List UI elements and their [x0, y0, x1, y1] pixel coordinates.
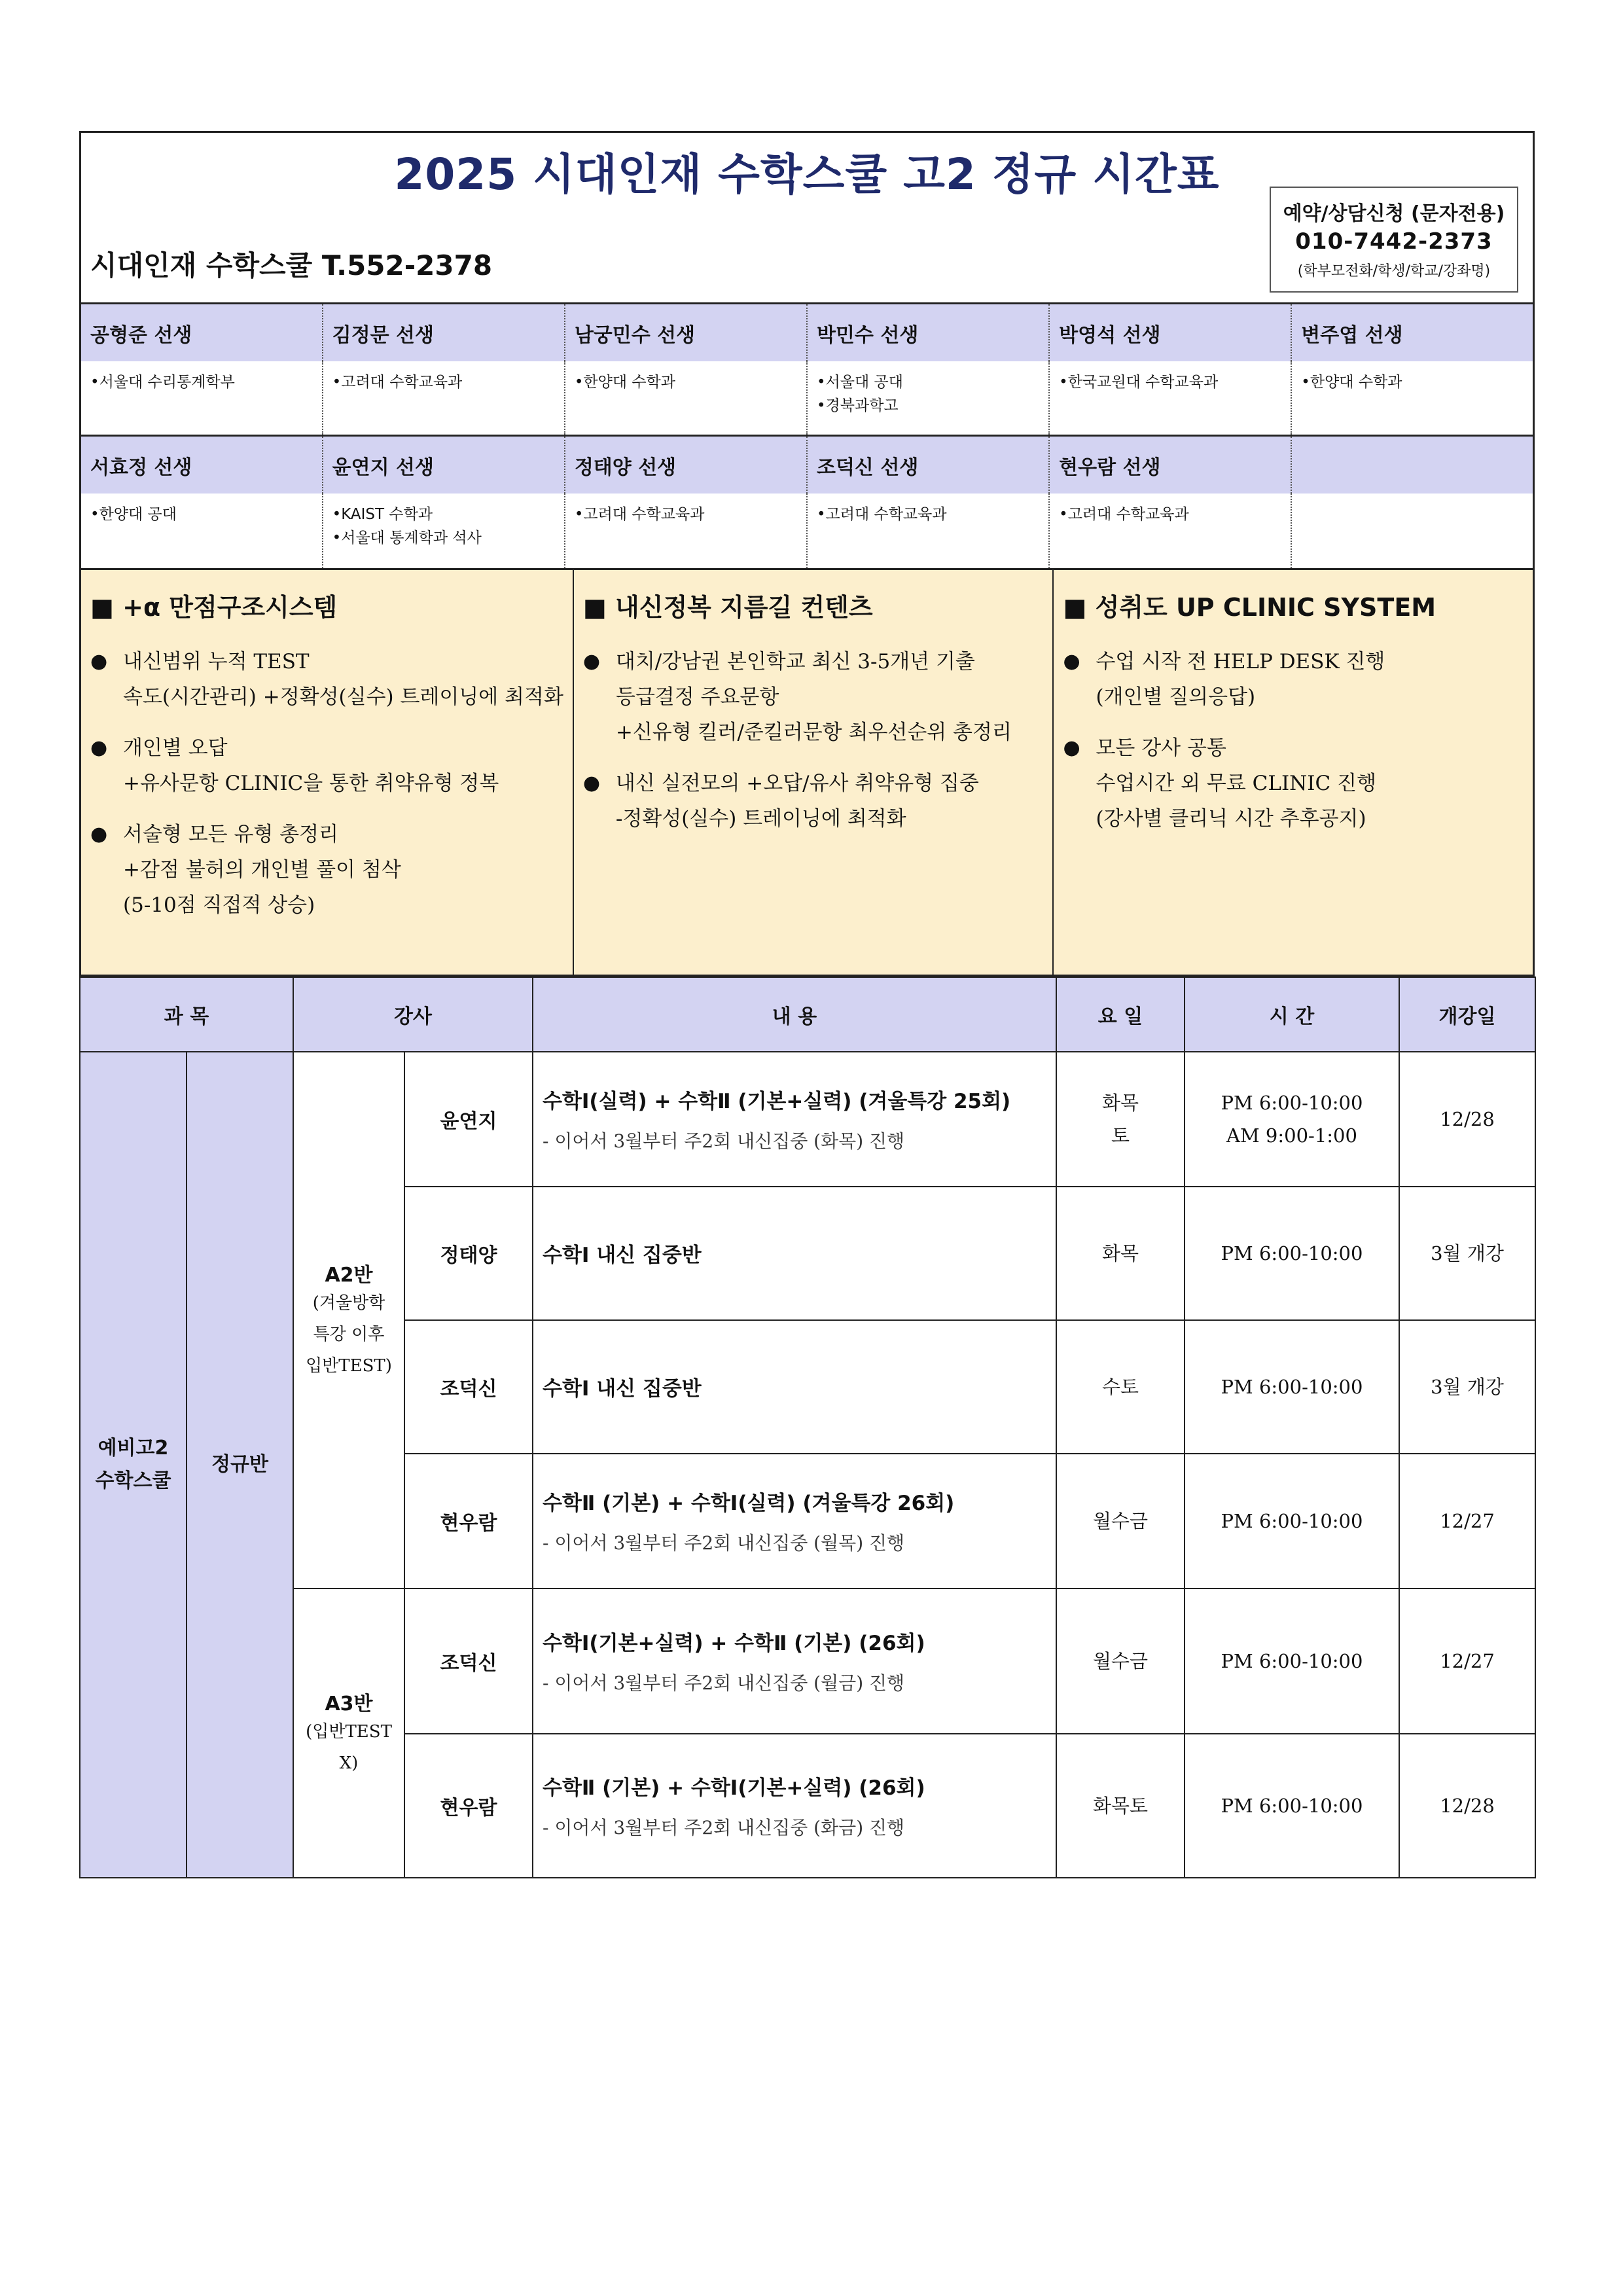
teacher-info	[323, 361, 565, 436]
feature-column	[81, 570, 573, 975]
content-main: 수학Ⅰ(기본+실력) + 수학Ⅱ (기본) (26회)	[543, 1632, 925, 1655]
content-main: 수학Ⅰ 내신 집중반	[543, 1244, 702, 1267]
teacher-info	[807, 493, 1049, 568]
day-line: 수토	[1101, 1375, 1139, 1398]
row-start-date: 12/28	[1399, 1052, 1535, 1187]
schedule-row	[80, 1588, 1535, 1734]
feature-item	[90, 730, 563, 801]
teacher-name: 정태양 선생	[565, 436, 807, 493]
feature-title: ■ 성취도 UP CLINIC SYSTEM	[1063, 592, 1436, 622]
content-main: 수학Ⅱ (기본) + 수학Ⅰ(실력) (겨울특강 26회)	[543, 1492, 955, 1515]
feature-item	[90, 644, 563, 715]
row-teacher: 현우람	[404, 1454, 533, 1588]
class-cell	[293, 1052, 404, 1588]
teacher-credential: •서울대 통계학과 석사	[332, 529, 482, 547]
class-note: 입반TEST)	[306, 1355, 392, 1376]
time-line: PM 6:00-10:00	[1221, 1091, 1363, 1114]
row-content	[533, 1588, 1056, 1734]
feature-item	[583, 766, 1044, 836]
contact-box	[1270, 187, 1518, 293]
teacher-credential: •한양대 수학과	[574, 373, 675, 391]
row-time	[1185, 1734, 1399, 1878]
content-sub: - 이어서 3월부터 주2회 내신집중 (월금) 진행	[543, 1672, 905, 1694]
teacher-credential: •서울대 수리통계학부	[90, 373, 235, 391]
feature-line: 수업시간 외 무료 CLINIC 진행	[1096, 771, 1377, 795]
class-name: A2반	[325, 1263, 373, 1287]
feature-line: 내신범위 누적 TEST	[123, 649, 310, 673]
row-content	[533, 1320, 1056, 1454]
teacher-credential: •한국교원대 수학교육과	[1059, 373, 1219, 391]
row-time	[1185, 1052, 1399, 1187]
class-note: (겨울방학	[312, 1293, 385, 1313]
feature-title: ■ +α 만점구조시스템	[90, 592, 338, 622]
feature-line: 내신 실전모의 +오답/유사 취약유형 집중	[615, 771, 979, 795]
feature-line: (5-10점 직접적 상승)	[123, 893, 315, 917]
row-content	[533, 1187, 1056, 1320]
school-phone: 시대인재 수학스쿨 T.552-2378	[90, 249, 493, 281]
page-title: 2025 시대인재 수학스쿨 고2 정규 시간표	[394, 149, 1220, 200]
header-subject: 과 목	[80, 977, 293, 1052]
teacher-info	[565, 493, 807, 568]
feature-text	[616, 766, 979, 836]
row-teacher: 현우람	[404, 1734, 533, 1878]
teacher-name	[1291, 436, 1533, 493]
teacher-info	[323, 493, 565, 568]
feature-item	[90, 817, 563, 923]
row-start-date: 12/27	[1399, 1588, 1535, 1734]
class-cell	[293, 1588, 404, 1878]
teacher-info	[565, 361, 807, 436]
teacher-name: 서효정 선생	[80, 436, 323, 493]
time-line: PM 6:00-10:00	[1221, 1509, 1363, 1532]
timetable-page	[79, 131, 1535, 1878]
schedule-table	[79, 977, 1536, 1878]
class-note: (입반TEST X)	[306, 1721, 392, 1773]
row-time	[1185, 1320, 1399, 1454]
content-main: 수학Ⅱ (기본) + 수학Ⅰ(기본+실력) (26회)	[543, 1776, 925, 1800]
header-day: 요 일	[1056, 977, 1185, 1052]
feature-line: +감점 불허의 개인별 풀이 첨삭	[123, 857, 401, 882]
teacher-table	[79, 302, 1535, 568]
feature-text	[123, 817, 401, 923]
row-day	[1056, 1320, 1185, 1454]
row-content	[533, 1052, 1056, 1187]
course-type: 정규반	[187, 1052, 293, 1878]
header	[79, 131, 1535, 302]
feature-line: +유사문항 CLINIC을 통한 취약유형 정복	[123, 771, 499, 795]
class-name: A3반	[325, 1692, 373, 1715]
feature-line: 등급결정 주요문항	[615, 685, 779, 709]
feature-line: 모든 강사 공통	[1096, 736, 1226, 760]
row-time	[1185, 1187, 1399, 1320]
row-start-date: 3월 개강	[1399, 1320, 1535, 1454]
teacher-credential: •고려대 수학교육과	[816, 505, 947, 523]
row-time	[1185, 1454, 1399, 1588]
time-line: PM 6:00-10:00	[1221, 1375, 1363, 1398]
row-day	[1056, 1588, 1185, 1734]
teacher-credential: •고려대 수학교육과	[332, 373, 463, 391]
teacher-name: 조덕신 선생	[807, 436, 1049, 493]
contact-note: (학부모전화/학생/학교/강좌명)	[1297, 263, 1491, 279]
row-day	[1056, 1187, 1185, 1320]
row-time	[1185, 1588, 1399, 1734]
header-start: 개강일	[1399, 977, 1535, 1052]
time-line: PM 6:00-10:00	[1221, 1242, 1363, 1265]
row-teacher: 조덕신	[404, 1320, 533, 1454]
teacher-info	[807, 361, 1049, 436]
row-teacher: 정태양	[404, 1187, 533, 1320]
feature-item	[583, 644, 1044, 750]
teacher-info	[1049, 361, 1291, 436]
row-start-date: 12/28	[1399, 1734, 1535, 1878]
teacher-name: 박영석 선생	[1049, 304, 1291, 361]
day-line: 월수금	[1092, 1649, 1149, 1672]
day-line: 화목	[1101, 1091, 1139, 1114]
teacher-credential: •경북과학고	[816, 397, 899, 414]
teacher-credential: •서울대 공대	[816, 373, 903, 391]
teacher-info	[80, 361, 323, 436]
feature-text	[1096, 644, 1385, 715]
feature-line: 서술형 모든 유형 총정리	[123, 822, 339, 846]
feature-line: 개인별 오답	[123, 736, 228, 760]
teacher-info	[1291, 361, 1533, 436]
header-teacher: 강사	[293, 977, 533, 1052]
time-line: AM 9:00-1:00	[1226, 1124, 1357, 1147]
feature-column	[1052, 570, 1533, 975]
teacher-info	[80, 493, 323, 568]
row-content	[533, 1454, 1056, 1588]
bullet-icon: ●	[90, 822, 108, 846]
subject-group	[80, 1052, 187, 1878]
teacher-credential: •고려대 수학교육과	[574, 505, 705, 523]
bullet-icon: ●	[90, 649, 108, 673]
teacher-credential: •고려대 수학교육과	[1059, 505, 1189, 523]
feature-text	[616, 644, 1012, 750]
teacher-name: 김정문 선생	[323, 304, 565, 361]
bullet-icon: ●	[1063, 649, 1080, 673]
content-sub: - 이어서 3월부터 주2회 내신집중 (월목) 진행	[543, 1532, 905, 1554]
day-line: 토	[1111, 1124, 1130, 1147]
feature-line: +신유형 킬러/준킬러문항 최우선순위 총정리	[615, 720, 1012, 744]
teacher-name: 공형준 선생	[80, 304, 323, 361]
feature-line: 속도(시간관리) +정확성(실수) 트레이닝에 최적화	[123, 685, 563, 709]
teacher-name: 박민수 선생	[807, 304, 1049, 361]
row-day	[1056, 1454, 1185, 1588]
content-sub: - 이어서 3월부터 주2회 내신집중 (화금) 진행	[543, 1817, 905, 1839]
teacher-name: 윤연지 선생	[323, 436, 565, 493]
bullet-icon: ●	[1063, 736, 1080, 759]
time-line: PM 6:00-10:00	[1221, 1794, 1363, 1817]
subject-group-line: 수학스쿨	[95, 1469, 171, 1492]
teacher-name: 현우람 선생	[1049, 436, 1291, 493]
class-note: 특강 이후	[313, 1324, 385, 1344]
contact-phone: 010-7442-2373	[1295, 228, 1493, 255]
row-start-date: 12/27	[1399, 1454, 1535, 1588]
feature-line: 수업 시작 전 HELP DESK 진행	[1096, 649, 1385, 673]
feature-line: (강사별 클리닉 시간 추후공지)	[1096, 806, 1366, 831]
row-start-date: 3월 개강	[1399, 1187, 1535, 1320]
feature-text	[123, 730, 499, 801]
feature-item	[1063, 730, 1524, 836]
feature-text	[123, 644, 563, 715]
feature-line: 대치/강남권 본인학교 최신 3-5개년 기출	[615, 649, 975, 673]
row-teacher: 조덕신	[404, 1588, 533, 1734]
content-main: 수학Ⅰ 내신 집중반	[543, 1377, 702, 1401]
day-line: 화목토	[1092, 1794, 1149, 1817]
contact-label: 예약/상담신청 (문자전용)	[1283, 202, 1505, 225]
teacher-info	[1049, 493, 1291, 568]
feature-line: (개인별 질의응답)	[1096, 685, 1256, 709]
header-time: 시 간	[1185, 977, 1399, 1052]
header-content: 내 용	[533, 977, 1056, 1052]
teacher-info	[1291, 493, 1533, 568]
row-day	[1056, 1734, 1185, 1878]
teacher-credential: •한양대 공대	[90, 505, 177, 523]
row-teacher: 윤연지	[404, 1052, 533, 1187]
day-line: 화목	[1101, 1242, 1139, 1265]
content-main: 수학Ⅰ(실력) + 수학Ⅱ (기본+실력) (겨울특강 25회)	[543, 1090, 1011, 1113]
feature-line: -정확성(실수) 트레이닝에 최적화	[615, 806, 906, 831]
schedule-row	[80, 1052, 1535, 1187]
feature-panel	[79, 568, 1535, 977]
feature-text	[1096, 730, 1376, 836]
day-line: 월수금	[1092, 1509, 1149, 1532]
time-line: PM 6:00-10:00	[1221, 1649, 1363, 1672]
row-content	[533, 1734, 1056, 1878]
feature-item	[1063, 644, 1524, 715]
feature-column	[573, 570, 1053, 975]
bullet-icon: ●	[90, 736, 108, 759]
subject-group-line: 예비고2	[98, 1436, 169, 1460]
teacher-credential: •한양대 수학과	[1301, 373, 1402, 391]
row-day	[1056, 1052, 1185, 1187]
content-sub: - 이어서 3월부터 주2회 내신집중 (화목) 진행	[543, 1130, 905, 1152]
teacher-credential: •KAIST 수학과	[332, 505, 433, 523]
teacher-name: 남궁민수 선생	[565, 304, 807, 361]
bullet-icon: ●	[582, 771, 601, 795]
bullet-icon: ●	[582, 649, 601, 673]
teacher-name: 변주엽 선생	[1291, 304, 1533, 361]
feature-title: ■ 내신정복 지름길 컨텐츠	[582, 592, 873, 622]
